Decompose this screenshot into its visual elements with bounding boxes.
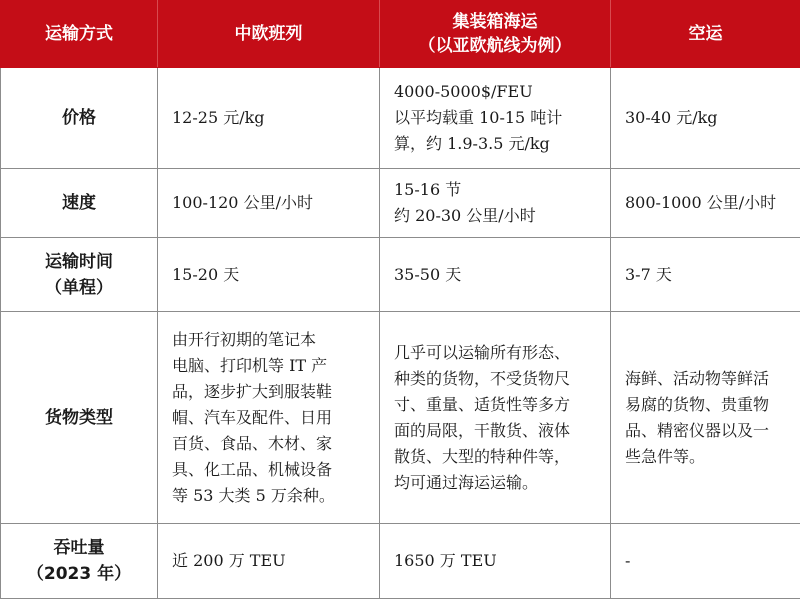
cell-speed-sea: 15-16 节 约 20-30 公里/小时 bbox=[380, 169, 611, 238]
table-row-speed bbox=[1, 169, 800, 238]
table-row-cargo-type bbox=[1, 312, 800, 524]
header-container-shipping-note: （以亚欧航线为例） bbox=[418, 36, 572, 56]
cell-cargo-type-sea: 几乎可以运输所有形态、 种类的货物，不受货物尺 寸、重量、适货性等多方 面的局限，干散货、液体 散货、大型的特种件等， 均可通过海运运输。 bbox=[380, 312, 611, 524]
cell-cargo-type-rail: 由开行初期的笔记本 电脑、打印机等 IT 产 品，逐步扩大到服装鞋 帽、汽车及配件、日用 百货、食品、木材、家 具、化工品、机械设备 等 53 大类 5 万余种。 bbox=[158, 312, 380, 524]
cell-throughput-rail: 近 200 万 TEU bbox=[158, 524, 380, 599]
cell-transit-time-sea: 35-50 天 bbox=[380, 238, 611, 312]
table-row-price bbox=[1, 68, 800, 169]
row-label-transit-time: 运输时间 （单程） bbox=[1, 238, 158, 312]
cell-price-air: 30-40 元/kg bbox=[611, 68, 800, 169]
cell-transit-time-air: 3-7 天 bbox=[611, 238, 800, 312]
header-air-freight: 空运 bbox=[611, 1, 800, 68]
header-china-europe-railway: 中欧班列 bbox=[158, 1, 380, 68]
header-container-shipping bbox=[380, 1, 611, 68]
table-row-throughput bbox=[1, 524, 800, 599]
row-label-price: 价格 bbox=[1, 68, 158, 169]
cell-throughput-air: - bbox=[611, 524, 800, 599]
cell-speed-air: 800-1000 公里/小时 bbox=[611, 169, 800, 238]
cell-cargo-type-air: 海鲜、活动物等鲜活 易腐的货物、贵重物 品、精密仪器以及一 些急件等。 bbox=[611, 312, 800, 524]
cell-speed-rail: 100-120 公里/小时 bbox=[158, 169, 380, 238]
table-row-transit-time bbox=[1, 238, 800, 312]
cell-throughput-sea: 1650 万 TEU bbox=[380, 524, 611, 599]
cell-price-rail: 12-25 元/kg bbox=[158, 68, 380, 169]
row-label-throughput: 吞吐量 （2023 年） bbox=[1, 524, 158, 599]
header-transport-mode: 运输方式 bbox=[1, 1, 158, 68]
row-label-cargo-type: 货物类型 bbox=[1, 312, 158, 524]
row-label-speed: 速度 bbox=[1, 169, 158, 238]
header-container-shipping-title: 集装箱海运 bbox=[452, 12, 538, 32]
cell-price-sea: 4000-5000$/FEU 以平均载重 10-15 吨计 算，约 1.9-3.5 元/kg bbox=[380, 68, 611, 169]
cell-transit-time-rail: 15-20 天 bbox=[158, 238, 380, 312]
header-row bbox=[1, 1, 800, 68]
